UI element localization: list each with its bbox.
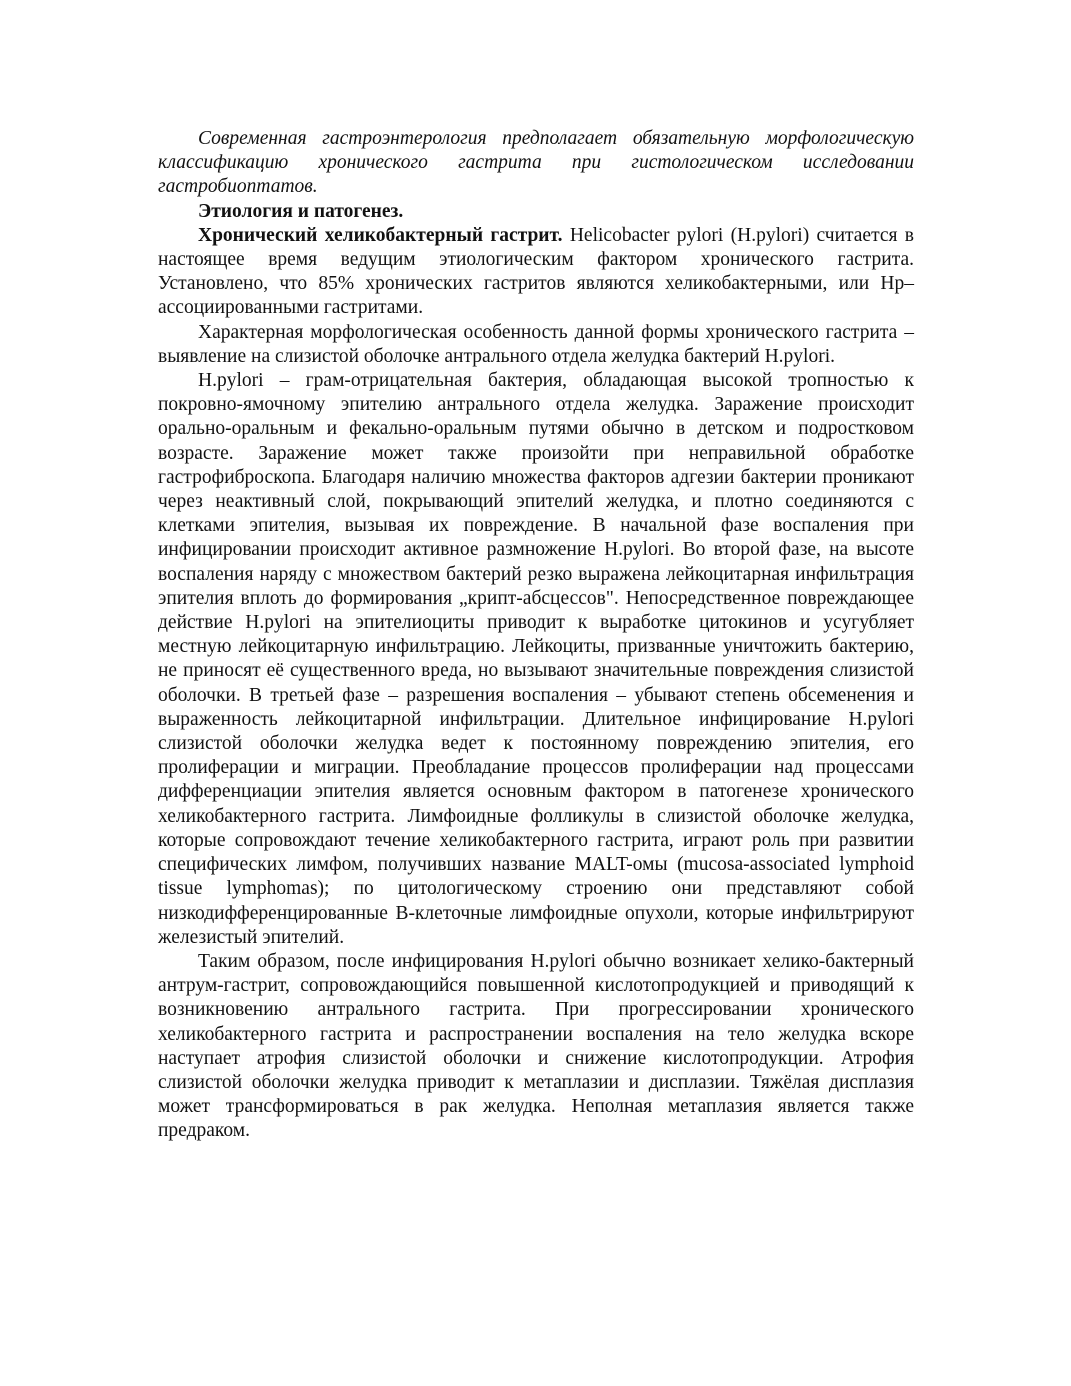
intro-paragraph: Современная гастроэнтерология предполагает обязательную морфологическую классификацию хронического гастрита при гистологическом исследовании гастробиоптатов. (158, 128, 914, 198)
paragraph-morphology: Характерная морфологическая особенность данной формы хронического гастрита – выявление на слизистой оболочке антрального отдела желудка бактерий H.pylori. (158, 321, 914, 367)
paragraph-text: Helicobacter pylori (H.pylori) считается в настоящее время ведущим этиологическим фактором хронического гастрита. Установлено, что 85% хронических гастритов являются хеликобактерными, или Hp–ассоциированными гастритами. (158, 224, 914, 319)
paragraph-conclusion: Таким образом, после инфицирования H.pylori обычно возникает хелико-бактерный антрум-гастрит, сопровождающийся повышенной кислотопродукцией и приводящий к возникновению антрального гастрита. При прогрессировании хронического хеликобактерного гастрита и распространении воспаления на тело желудка вскоре наступает атрофия слизистой оболочки и снижение кислотопродукции. Атрофия слизистой оболочки желудка приводит к метаплазии и дисплазии. Тяжёлая дисплазия может трансформироваться в рак желудка. Неполная метаплазия является также предраком. (158, 950, 914, 1142)
paragraph-helicobacter (158, 224, 914, 321)
section-heading: Этиология и патогенез. (198, 200, 404, 222)
paragraph-pathogenesis: H.pylori – грам-отрицательная бактерия, обладающая высокой тропностью к покровно-ямочному эпителию антрального отдела желудка. Заражение происходит орально-оральным и фекально-оральным путями обычно в детском и подростковом возрасте. Заражение может также произойти при неправильной обработке гастрофиброскопа. Благодаря наличию множества факторов адгезии бактерии проникают через неактивный слой, покрывающий эпителий желудка, и плотно соединяются с клетками эпителия, вызывая их повреждение. В начальной фазе воспаления при инфицировании происходит активное размножение H.pylori. Во второй фазе, на высоте воспаления наряду с множеством бактерий резко выражена лейкоцитарная инфильтрация эпителия вплоть до формирования „крипт-абсцессов". Непосредственное повреждающее действие H.pylori на эпителиоциты приводит к выработке цитокинов и усугубляет местную лейкоцитарную инфильтрацию. Лейкоциты, призванные уничтожить бактерию, не приносят её существенного вреда, но вызывают значительные повреждения слизистой оболочки. В третьей фазе – разрешения воспаления – убывают степень обсеменения и выраженность лейкоцитарной инфильтрации. Длительное инфицирование H.pylori слизистой оболочки желудка ведет к постоянному повреждению эпителия, его пролиферации и миграции. Преобладание процессов пролиферации над процессами дифференциации эпителия является основным фактором в патогенезе хронического хеликобактерного гастрита. Лимфоидные фолликулы в слизистой оболочке желудка, которые сопровождают течение хеликобактерного гастрита, играют роль при развитии специфических лимфом, получивших название MALT-омы (mucosa-associated lymphoid tissue lymphomas); по цитологическому строению они представляют собой низкодифференцированные В-клеточные лимфоидные опухоли, которые инфильтрируют железистый эпителий. (158, 370, 914, 948)
subsection-title: Хронический хеликобактерный гастрит. (198, 224, 563, 246)
document-page (158, 127, 914, 1144)
